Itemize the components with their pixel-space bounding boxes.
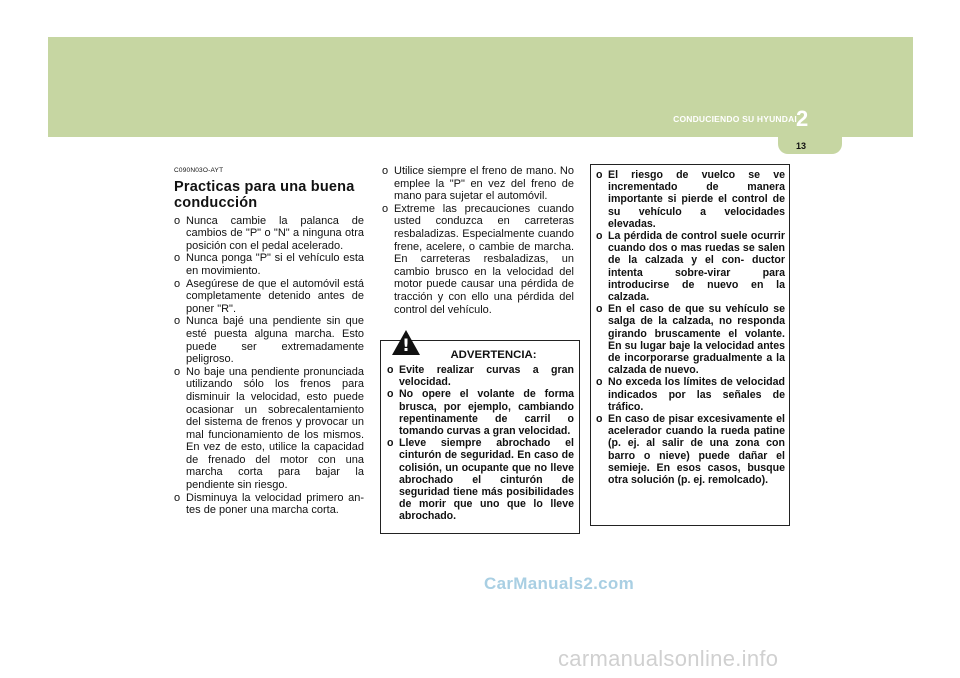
list-item xyxy=(174,278,364,316)
list-item-text: Utilice siempre el freno de mano. No emplee la "P" en vez del freno de mano para sujetar el automóvil. xyxy=(394,165,574,203)
list-item xyxy=(596,169,785,230)
bullet-marker: o xyxy=(382,165,389,177)
exclamation-triangle-icon xyxy=(391,329,421,356)
rollover-warning-list xyxy=(596,169,785,486)
list-item xyxy=(174,366,364,492)
list-item-text: Asegúrese de que el automóvil está completamente detenido antes de poner "R". xyxy=(186,277,364,315)
list-item xyxy=(382,203,574,316)
bullet-marker: o xyxy=(174,252,181,265)
warning-title: ADVERTENCIA: xyxy=(450,349,537,361)
list-item xyxy=(382,165,574,203)
list-item-text: Evite realizar curvas a gran velocidad. xyxy=(399,364,574,389)
driving-tips-list-continued xyxy=(382,165,574,316)
list-item-text: En caso de pisar excesivamente el acelerador cuando la rueda patine (p. ej. al salir de una zona con barro o nieve) puede dañar el semieje. En esos casos, busque otra solución (p. ej. remolcado). xyxy=(608,413,785,487)
bullet-marker: o xyxy=(174,214,181,227)
bullet-marker: o xyxy=(174,491,181,504)
list-item xyxy=(174,492,364,517)
list-item xyxy=(387,388,574,437)
list-item-text: En el caso de que su vehículo se salga de la calzada, no responda girando bruscamente el volante. En su lugar baje la velocidad antes de incorporarse gradualmente a la calzada de nuevo. xyxy=(608,303,785,377)
list-item-text: Nunca cambie la palanca de cambios de "P" o "N" a ninguna otra posición con el pedal acelerado. xyxy=(186,214,364,252)
bullet-marker: o xyxy=(596,413,603,426)
list-item-text: Nunca ponga "P" si el vehículo esta en movimiento. xyxy=(186,252,364,277)
list-item xyxy=(596,413,785,486)
section-title: CONDUCIENDO SU HYUNDAI xyxy=(673,114,797,124)
column-left xyxy=(174,165,364,517)
list-item xyxy=(174,252,364,277)
list-item xyxy=(596,303,785,376)
list-item-text: No baje una pendiente pronunciada utilizando sólo los frenos para disminuir la velocidad, esto puede ocasionar un sobrecalentamiento del sistema de frenos y provocar un mal funcionamiento de los mismos. En vez de esto, utilice la capacidad de frenado del motor con una marcha corta para bajar la pendiente sin riesgo. xyxy=(186,365,364,492)
page-number: 13 xyxy=(796,141,807,151)
warning-box xyxy=(380,340,580,534)
section-code: C090N03O-AYT xyxy=(174,167,224,174)
column-middle xyxy=(382,165,574,316)
list-item-text: El riesgo de vuelco se ve incrementado de manera importante si pierde el control de su vehículo a velocidades elevadas. xyxy=(608,169,785,230)
bullet-marker: o xyxy=(174,365,181,378)
bullet-marker: o xyxy=(387,437,394,450)
watermark-carmanualsonline[interactable]: carmanualsonline.info xyxy=(558,646,779,671)
bullet-marker: o xyxy=(596,169,603,181)
bullet-marker: o xyxy=(596,230,603,243)
bullet-marker: o xyxy=(387,388,394,401)
warning-glyph: ! xyxy=(402,336,410,356)
list-item xyxy=(596,376,785,413)
warning-list xyxy=(387,364,574,523)
list-item xyxy=(596,230,785,303)
list-item-text: Nunca bajé una pendiente sin que esté puesta alguna marcha. Esto puede ser extremadamente peligroso. xyxy=(186,315,364,366)
list-item-text: Extreme las precauciones cuando usted conduzca en carreteras resbaladizas. Especialmente cuando frene, acelere, o cambie de marcha. En carreteras resbaladizas, un cambio brusco en la velocidad del motor puede causar una pérdida de tracción y con ello una pérdida del control del vehículo. xyxy=(394,202,574,316)
driving-tips-list xyxy=(174,215,364,517)
bullet-marker: o xyxy=(596,303,603,316)
rollover-warning-box xyxy=(590,164,790,526)
list-item-text: Lleve siempre abrochado el cinturón de seguridad. En caso de colisión, un ocupante que no lleve abrochado el cinturón de seguridad tiene más posibilidades de morir que uno que lo lleve abrochado. xyxy=(399,437,574,523)
bullet-marker: o xyxy=(387,364,394,376)
list-item xyxy=(174,215,364,253)
list-item-text: Disminuya la velocidad primero an- tes de poner una marcha corta. xyxy=(186,491,364,517)
list-item xyxy=(387,437,574,522)
list-item-text: La pérdida de control suele ocurrir cuando dos o mas ruedas se salen de la calzada y el con- ductor intenta sobre-virar para introducirse de nuevo en la calzada. xyxy=(608,230,785,304)
bullet-marker: o xyxy=(382,202,389,215)
bullet-marker: o xyxy=(174,277,181,290)
list-item-text: No opere el volante de forma brusca, por ejemplo, cambiando repentinamente de carril o tomando curvas a gran velocidad. xyxy=(399,388,574,438)
page-number-tab xyxy=(778,137,842,154)
list-item xyxy=(387,364,574,388)
section-number: 2 xyxy=(796,106,809,131)
list-item-text: No exceda los límites de velocidad indicados por las señales de tráfico. xyxy=(608,376,785,413)
bullet-marker: o xyxy=(174,315,181,328)
list-item xyxy=(174,315,364,365)
watermark-carmanuals2[interactable]: CarManuals2.com xyxy=(484,574,634,593)
bullet-marker: o xyxy=(596,376,603,389)
section-heading: Practicas para una buena conducción xyxy=(174,178,355,211)
